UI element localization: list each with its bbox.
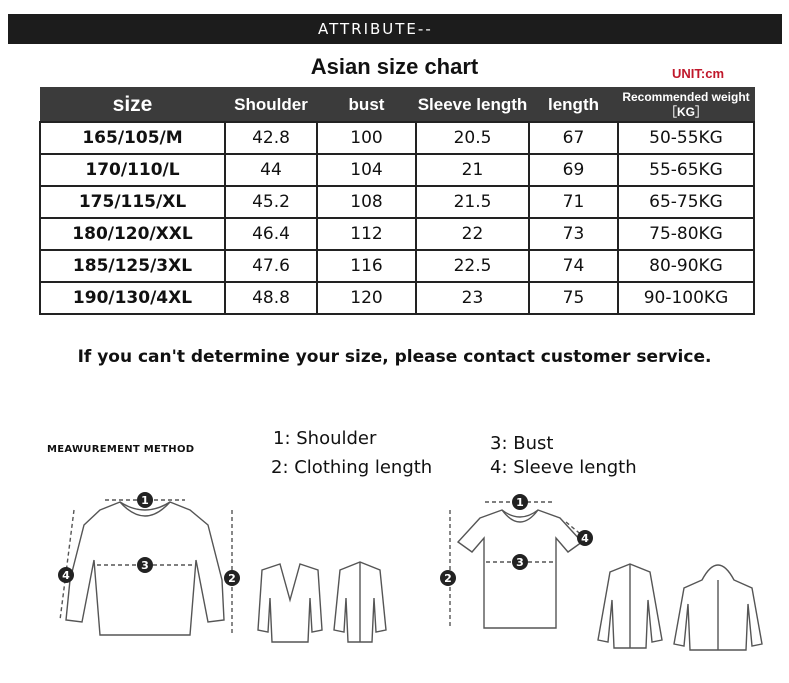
col-bust: bust xyxy=(317,88,416,123)
measurement-illustration xyxy=(0,480,789,680)
table-cell: 71 xyxy=(529,186,618,218)
marker-m2 xyxy=(224,570,240,586)
marker-m4 xyxy=(58,567,74,583)
col-weight: Recommended weight［KG］ xyxy=(618,88,754,123)
svg-text:3: 3 xyxy=(141,559,149,572)
table-cell: 180/120/XXL xyxy=(40,218,225,250)
table-cell: 50-55KG xyxy=(618,122,754,154)
svg-text:2: 2 xyxy=(444,572,452,585)
table-cell: 48.8 xyxy=(225,282,317,314)
table-cell: 75-80KG xyxy=(618,218,754,250)
svg-text:4: 4 xyxy=(62,569,70,582)
col-sleeve: Sleeve length xyxy=(416,88,529,123)
table-cell: 104 xyxy=(317,154,416,186)
legend-clothing-length: 2: Clothing length xyxy=(271,457,433,478)
method-title: MEAWUREMENT METHOD xyxy=(47,444,195,455)
blazer-icon xyxy=(258,564,322,642)
table-cell: 190/130/4XL xyxy=(40,282,225,314)
table-cell: 42.8 xyxy=(225,122,317,154)
table-cell: 44 xyxy=(225,154,317,186)
unit-label: UNIT:cm xyxy=(672,66,725,81)
size-help-note: If you can't determine your size, please contact customer service. xyxy=(77,347,712,367)
table-cell: 80-90KG xyxy=(618,250,754,282)
legend-sleeve-length: 4: Sleeve length xyxy=(490,457,637,478)
table-cell: 22 xyxy=(416,218,529,250)
legend-shoulder: 1: Shoulder xyxy=(273,428,377,449)
table-cell: 45.2 xyxy=(225,186,317,218)
header-bar xyxy=(8,14,782,44)
table-cell: 73 xyxy=(529,218,618,250)
table-cell: 170/110/L xyxy=(40,154,225,186)
table-cell: 46.4 xyxy=(225,218,317,250)
table-cell: 165/105/M xyxy=(40,122,225,154)
table-cell: 55-65KG xyxy=(618,154,754,186)
table-cell: 175/115/XL xyxy=(40,186,225,218)
table-cell: 112 xyxy=(317,218,416,250)
table-row xyxy=(40,154,754,186)
svg-text:4: 4 xyxy=(581,532,589,545)
marker-m4 xyxy=(577,530,593,546)
table-cell: 20.5 xyxy=(416,122,529,154)
table-cell: 185/125/3XL xyxy=(40,250,225,282)
svg-text:1: 1 xyxy=(141,494,149,507)
table-cell: 108 xyxy=(317,186,416,218)
table-cell: 116 xyxy=(317,250,416,282)
svg-text:1: 1 xyxy=(516,496,524,509)
table-row xyxy=(40,250,754,282)
legend-bust: 3: Bust xyxy=(490,433,554,454)
table-cell: 65-75KG xyxy=(618,186,754,218)
chart-title: Asian size chart xyxy=(310,54,479,79)
table-cell: 22.5 xyxy=(416,250,529,282)
marker-m1 xyxy=(137,492,153,508)
header-text: ATTRIBUTE-- xyxy=(318,20,433,38)
marker-m3 xyxy=(137,557,153,573)
table-cell: 23 xyxy=(416,282,529,314)
table-row xyxy=(40,282,754,314)
table-row xyxy=(40,186,754,218)
table-cell: 21.5 xyxy=(416,186,529,218)
table-header-row xyxy=(40,88,754,123)
table-cell: 21 xyxy=(416,154,529,186)
table-cell: 47.6 xyxy=(225,250,317,282)
table-cell: 120 xyxy=(317,282,416,314)
svg-text:2: 2 xyxy=(228,572,236,585)
table-cell: 67 xyxy=(529,122,618,154)
table-cell: 100 xyxy=(317,122,416,154)
size-table xyxy=(39,87,755,315)
col-shoulder: Shoulder xyxy=(225,88,317,123)
table-row xyxy=(40,218,754,250)
svg-text:3: 3 xyxy=(516,556,524,569)
marker-m3 xyxy=(512,554,528,570)
col-length: length xyxy=(529,88,618,123)
marker-m2 xyxy=(440,570,456,586)
table-cell: 75 xyxy=(529,282,618,314)
table-row xyxy=(40,122,754,154)
table-cell: 90-100KG xyxy=(618,282,754,314)
table-cell: 74 xyxy=(529,250,618,282)
col-size: size xyxy=(40,88,225,123)
marker-m1 xyxy=(512,494,528,510)
table-cell: 69 xyxy=(529,154,618,186)
